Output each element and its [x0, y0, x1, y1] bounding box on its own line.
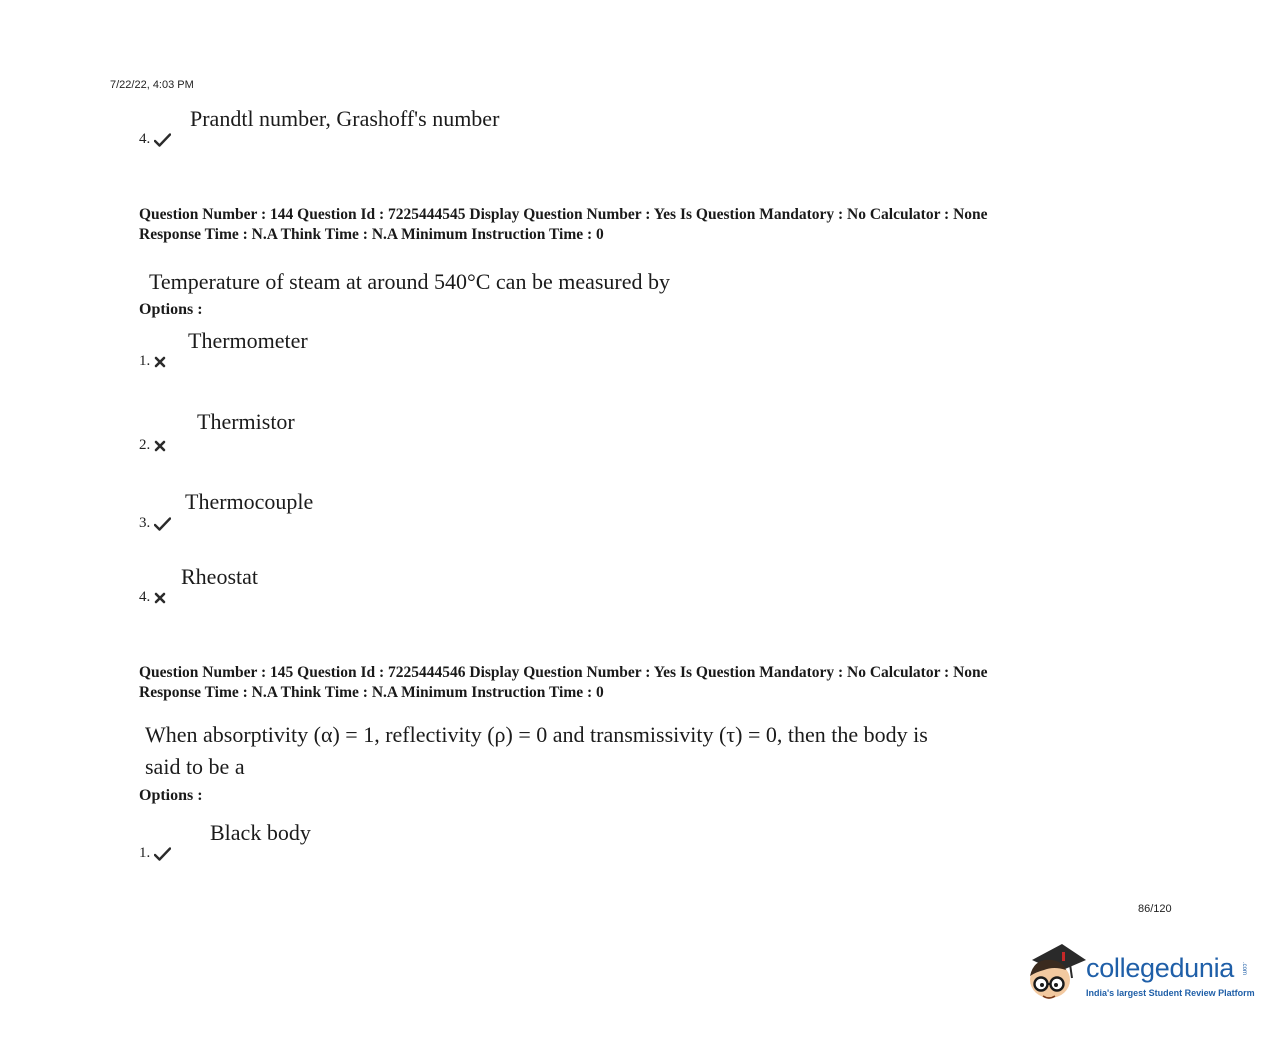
question-meta-line2: Response Time : N.A Think Time : N.A Minimum Instruction Time : 0 — [139, 226, 604, 243]
question-meta-line1: Question Number : 145 Question Id : 7225444546 Display Question Number : Yes Is Question Mandatory : No Calculator : None — [139, 664, 988, 681]
option-4-marker — [139, 589, 166, 606]
option-number: 4. — [139, 131, 151, 147]
question-text: Temperature of steam at around 540°C can be measured by — [149, 269, 671, 294]
logo-wordmark: collegedunia — [1086, 953, 1235, 983]
check-icon — [154, 847, 171, 861]
question-meta-line1: Question Number : 144 Question Id : 7225444545 Display Question Number : Yes Is Question Mandatory : No Calculator : None — [139, 206, 988, 223]
cross-icon — [154, 356, 166, 368]
option-number: 3. — [139, 515, 151, 531]
option-text-thermistor: Thermistor — [197, 409, 295, 434]
check-icon — [154, 517, 171, 531]
option-text-thermometer: Thermometer — [188, 328, 308, 353]
option-1-marker — [139, 353, 166, 370]
option-number: 1. — [139, 845, 151, 861]
option-number: 1. — [139, 353, 151, 369]
question-text-line2: said to be a — [145, 754, 245, 779]
options-label: Options : — [139, 787, 203, 804]
option-text-thermocouple: Thermocouple — [185, 489, 314, 514]
mascot-icon — [1024, 940, 1088, 1006]
option-number: 4. — [139, 589, 151, 605]
logo-tagline: India's largest Student Review Platform — [1086, 988, 1255, 998]
question-text-line1: When absorptivity (α) = 1, reflectivity (ρ) = 0 and transmissivity (τ) = 0, then the body is — [145, 722, 928, 747]
check-icon — [154, 133, 171, 147]
logo-suffix: .com — [1241, 962, 1247, 976]
option-number: 2. — [139, 437, 151, 453]
option-text-rheostat: Rheostat — [181, 564, 258, 589]
collegedunia-logo — [1022, 938, 1262, 1008]
print-timestamp: 7/22/22, 4:03 PM — [110, 79, 194, 91]
prev-option-number — [139, 131, 171, 148]
options-label: Options : — [139, 301, 203, 318]
option-3-marker — [139, 515, 171, 532]
option-2-marker — [139, 437, 166, 454]
prev-option-text: Prandtl number, Grashoff's number — [190, 106, 500, 131]
cross-icon — [154, 592, 166, 604]
option-1-marker — [139, 845, 171, 862]
page-number: 86/120 — [1138, 903, 1172, 915]
option-text-black-body: Black body — [210, 820, 311, 845]
question-meta-line2: Response Time : N.A Think Time : N.A Minimum Instruction Time : 0 — [139, 684, 604, 701]
cross-icon — [154, 440, 166, 452]
